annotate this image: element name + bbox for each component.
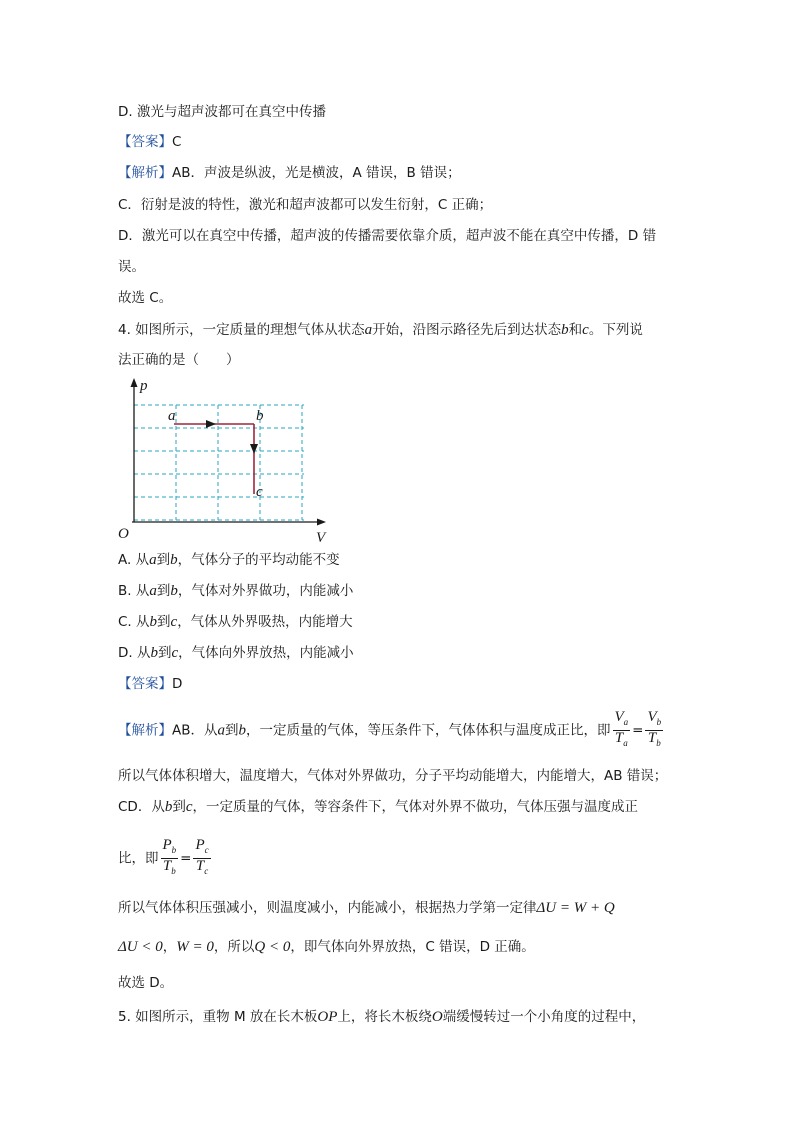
option-text: 从	[135, 552, 150, 568]
equals-sign: =	[180, 850, 192, 867]
state-a: a	[364, 322, 373, 338]
option-letter: C.	[118, 614, 132, 630]
x-axis-arrow-icon	[317, 519, 326, 526]
state-var: b	[164, 799, 173, 815]
analysis-text: ，	[162, 939, 177, 955]
option-a	[118, 550, 340, 570]
frac-symbol: V	[647, 709, 657, 725]
q3-analysis-ab	[118, 163, 461, 183]
option-c	[118, 612, 353, 632]
frac-sub: b	[171, 845, 177, 855]
option-text: ，气体对外界做功，内能减小	[177, 583, 354, 599]
frac-sub: a	[623, 717, 629, 727]
grid	[134, 405, 304, 520]
option-text: 从	[136, 614, 150, 630]
stem-text: 开始，沿图示路径先后到达状态	[372, 322, 562, 338]
state-var: b	[170, 552, 178, 568]
pivot-label: O	[431, 1009, 443, 1025]
option-text: ，气体向外界放热，内能减小	[178, 645, 354, 661]
point-a-label: a	[168, 408, 176, 424]
option-letter: D.	[118, 645, 133, 661]
frac-symbol: V	[614, 709, 624, 725]
frac-symbol: P	[162, 837, 172, 853]
analysis-text: 比，即	[118, 850, 159, 867]
answer-tag: 【答案】	[118, 134, 172, 150]
option-text: ，气体分子的平均动能不变	[177, 552, 340, 568]
stem-text: 上，将长木板绕	[337, 1009, 432, 1025]
option-text: 到	[156, 583, 171, 599]
q3-conclusion: 故选 C。	[118, 290, 173, 306]
frac-symbol: P	[195, 837, 205, 853]
equation: Q < 0	[254, 939, 291, 955]
q3-analysis-d-2: 误。	[118, 259, 145, 275]
fraction-pb-tb	[161, 838, 179, 879]
y-axis-arrow-icon	[131, 378, 138, 387]
fraction-pc-tc	[193, 838, 210, 879]
stem-text: 和	[568, 322, 583, 338]
analysis-text: CD．从	[118, 799, 165, 815]
state-var: a	[217, 722, 225, 739]
path-abc	[174, 424, 254, 494]
option-b	[118, 581, 353, 601]
equation: W = 0	[176, 939, 214, 955]
q4-stem-1	[118, 320, 643, 340]
y-axis-label: p	[140, 378, 148, 394]
q3-analysis-d-1: D．激光可以在真空中传播，超声波的传播需要依靠介质，超声波不能在真空中传播，D 错	[118, 228, 657, 244]
state-var: b	[150, 645, 158, 661]
axes	[131, 378, 327, 526]
state-c: c	[582, 322, 589, 338]
option-text: 到	[157, 645, 172, 661]
board-label: OP	[317, 1009, 338, 1025]
option-d	[118, 643, 354, 663]
frac-symbol: T	[647, 730, 657, 746]
equals-sign: =	[632, 722, 644, 739]
option-letter: A.	[118, 552, 132, 568]
q4-stem-2: 法正确的是（ ）	[118, 352, 240, 368]
state-var: c	[185, 799, 193, 815]
analysis-tag: 【解析】	[118, 165, 172, 181]
q4-conclusion: 故选 D。	[118, 975, 174, 991]
frac-symbol: T	[614, 730, 624, 746]
pv-graph	[112, 374, 342, 544]
option-letter: B.	[118, 583, 132, 599]
state-b: b	[561, 322, 569, 338]
answer-value: C	[172, 134, 182, 150]
q4-analysis-6	[118, 937, 535, 957]
q4-analysis-4	[118, 838, 213, 874]
state-var: b	[238, 722, 246, 739]
frac-sub: b	[656, 717, 662, 727]
point-b-label: b	[256, 408, 264, 424]
q5-stem	[118, 1007, 645, 1027]
answer-tag: 【答案】	[118, 676, 172, 692]
analysis-text: ，所以	[213, 939, 255, 955]
option-text: 到	[156, 552, 171, 568]
equation: ΔU < 0	[118, 939, 163, 955]
frac-sub: c	[204, 845, 209, 855]
q4-analysis-1	[118, 710, 665, 746]
option-text: 从	[136, 645, 151, 661]
analysis-text: 到	[225, 722, 239, 739]
state-var: b	[149, 614, 158, 630]
q3-option-d: D. 激光与超声波都可在真空中传播	[118, 104, 326, 120]
option-text: ，气体从外界吸热，内能增大	[177, 614, 353, 630]
analysis-tag: 【解析】	[118, 722, 172, 739]
fraction-va-ta	[613, 710, 631, 751]
frac-symbol: T	[195, 858, 205, 874]
stem-text: 。下列说	[588, 322, 643, 338]
analysis-text: AB．声波是纵波，光是横波，A 错误，B 错误；	[172, 165, 461, 181]
stem-text: 4. 如图所示，一定质量的理想气体从状态	[118, 322, 365, 338]
q3-answer	[118, 132, 181, 152]
analysis-text: ，一定质量的气体，等容条件下，气体对外界不做功，气体压强与温度成正	[192, 799, 638, 815]
option-text: 到	[157, 614, 171, 630]
stem-text: 5. 如图所示，重物 M 放在长木板	[118, 1009, 318, 1025]
frac-sub: a	[623, 738, 628, 748]
analysis-text: AB．从	[172, 722, 218, 739]
origin-label: O	[118, 526, 129, 542]
analysis-text: ，即气体向外界放热，C 错误，D 正确。	[290, 939, 535, 955]
frac-symbol: T	[162, 858, 172, 874]
q4-analysis-2: 所以气体体积增大，温度增大，气体对外界做功，分子平均动能增大，内能增大，AB 错误；	[118, 768, 668, 784]
option-text: 从	[135, 583, 150, 599]
frac-sub: b	[656, 738, 661, 748]
arrow-down-icon	[250, 444, 258, 454]
x-axis-label: V	[316, 530, 326, 544]
arrow-right-icon	[206, 420, 216, 428]
state-var: a	[149, 583, 157, 599]
answer-value: D	[172, 676, 183, 692]
stem-text: 端缓慢转过一个小角度的过程中，	[442, 1009, 646, 1025]
analysis-text: 所以气体体积压强减小，则温度减小，内能减小，根据热力学第一定律	[118, 900, 537, 916]
q4-analysis-5	[118, 898, 615, 918]
state-var: c	[171, 645, 179, 661]
state-var: c	[170, 614, 178, 630]
state-var: b	[170, 583, 178, 599]
frac-sub: b	[171, 866, 176, 876]
q4-analysis-3	[118, 797, 638, 817]
point-c-label: c	[256, 484, 263, 500]
analysis-text: ，一定质量的气体，等压条件下，气体体积与温度成正比，即	[246, 722, 611, 739]
analysis-text: 到	[172, 799, 186, 815]
q4-answer	[118, 674, 182, 694]
frac-sub: c	[204, 866, 209, 876]
fraction-vb-tb	[645, 710, 663, 751]
state-var: a	[149, 552, 157, 568]
first-law-equation: ΔU = W + Q	[536, 900, 615, 916]
q3-analysis-c: C．衍射是波的特性，激光和超声波都可以发生衍射，C 正确；	[118, 197, 493, 213]
